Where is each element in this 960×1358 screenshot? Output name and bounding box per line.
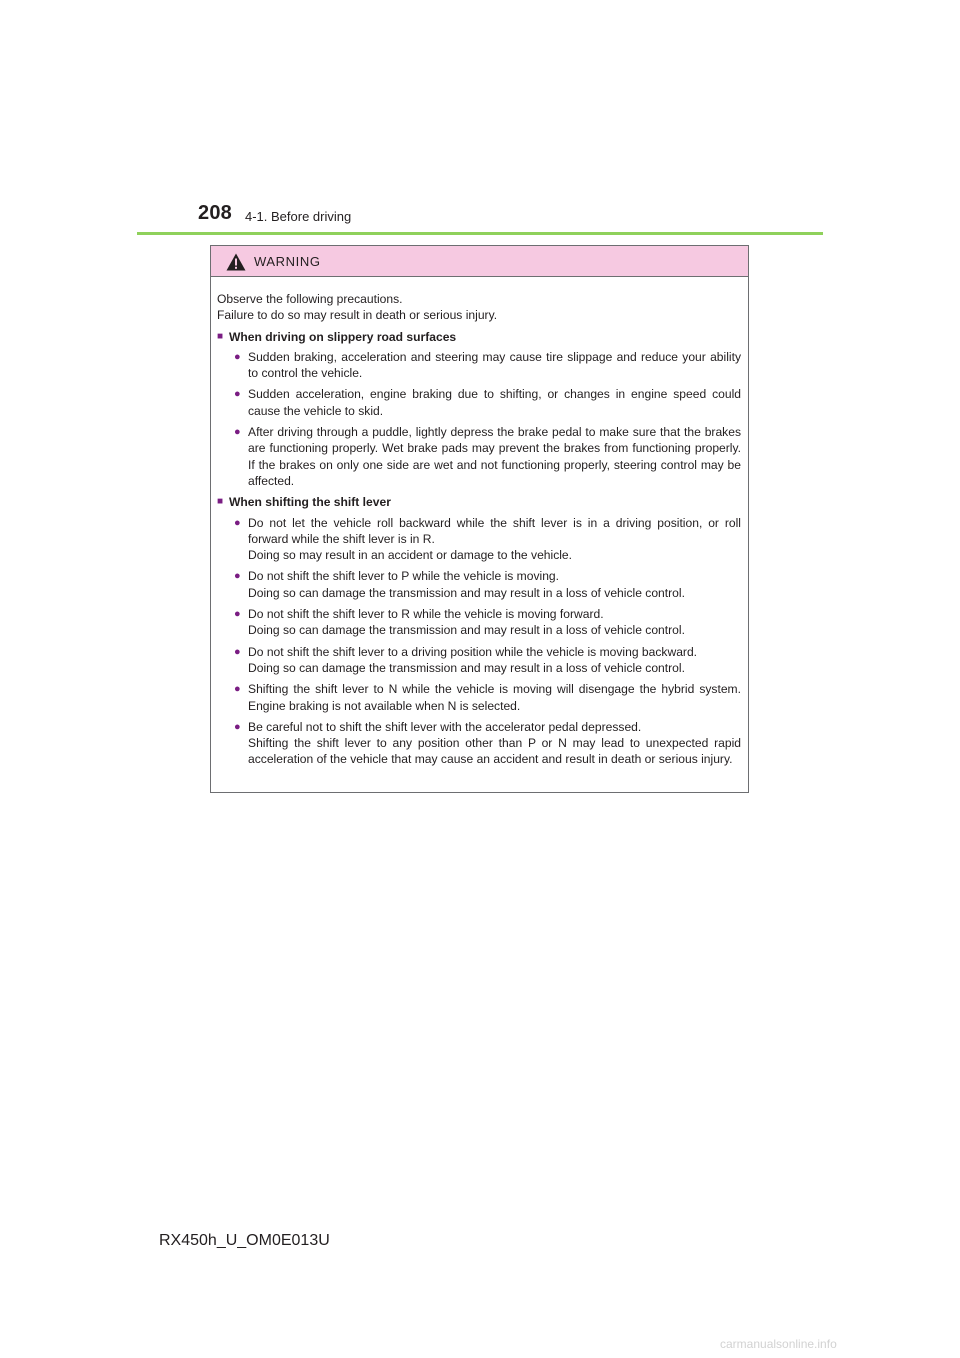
square-bullet-icon: ■ bbox=[217, 330, 224, 342]
square-bullet-icon: ■ bbox=[217, 496, 224, 508]
circle-bullet-icon: ● bbox=[234, 388, 241, 401]
warning-label: WARNING bbox=[254, 254, 321, 269]
list-item-text: Sudden braking, acceleration and steering may cause tire slippage and reduce your ability to control the vehicle. bbox=[248, 349, 741, 381]
intro-line: Observe the following precautions. bbox=[217, 292, 403, 306]
intro-line: Failure to do so may result in death or serious injury. bbox=[217, 308, 498, 323]
list-item bbox=[234, 644, 741, 677]
warning-content bbox=[211, 277, 748, 768]
list-item bbox=[234, 349, 741, 382]
list-item-text: Do not let the vehicle roll backward while the shift lever is in a driving position, or roll forward while the shift lever is in R. Doing so may result in an accident or damage to the vehicle. bbox=[248, 515, 741, 563]
circle-bullet-icon: ● bbox=[234, 720, 241, 733]
section-heading-text: When shifting the shift lever bbox=[229, 495, 391, 510]
page-header bbox=[198, 202, 828, 232]
circle-bullet-icon: ● bbox=[234, 426, 241, 439]
list-item-text: Shifting the shift lever to N while the vehicle is moving will disengage the hybrid system. Engine braking is not available when N is selected. bbox=[248, 682, 741, 713]
header-divider bbox=[137, 232, 823, 235]
list-item-text: Do not shift the shift lever to P while the vehicle is moving. Doing so can damage the transmission and may result in a loss of vehicle control. bbox=[248, 569, 685, 600]
section-title: 4-1. Before driving bbox=[245, 209, 352, 224]
warning-header bbox=[211, 246, 748, 277]
circle-bullet-icon: ● bbox=[234, 683, 241, 696]
site-watermark: carmanualsonline.info bbox=[720, 1337, 837, 1351]
circle-bullet-icon: ● bbox=[234, 608, 241, 621]
list-item-text: After driving through a puddle, lightly depress the brake pedal to make sure that the brakes are functioning properly. Wet brake pads may prevent the brakes from functioning properly. If the brakes on only one side are wet and not functioning properly, steering control may be affected. bbox=[248, 425, 741, 488]
circle-bullet-icon: ● bbox=[234, 570, 241, 583]
section-heading bbox=[217, 329, 741, 345]
circle-bullet-icon: ● bbox=[234, 516, 241, 529]
warning-box bbox=[210, 245, 749, 793]
list-item bbox=[234, 424, 741, 489]
circle-bullet-icon: ● bbox=[234, 350, 241, 363]
list-item-text: Sudden acceleration, engine braking due to shifting, or changes in engine speed could cause the vehicle to skid. bbox=[248, 387, 741, 418]
list-item-text: Do not shift the shift lever to a driving position while the vehicle is moving backward. Doing so can damage the transmission and may result in a loss of vehicle control. bbox=[248, 644, 698, 675]
list-item bbox=[234, 681, 741, 714]
section-heading-text: When driving on slippery road surfaces bbox=[229, 329, 457, 344]
list-item bbox=[234, 515, 741, 564]
page-number: 208 bbox=[198, 202, 232, 224]
list-item bbox=[234, 719, 741, 768]
warning-triangle-icon bbox=[226, 253, 246, 271]
list-item-text: Be careful not to shift the shift lever with the accelerator pedal depressed. Shifting the shift lever to any position other than P or N may lead to unexpected rapid acceleration of the vehicle that may cause an accident and result in death or serious injury. bbox=[248, 719, 741, 767]
list-item bbox=[234, 386, 741, 419]
section-heading bbox=[217, 494, 741, 510]
circle-bullet-icon: ● bbox=[234, 645, 241, 658]
list-item bbox=[234, 568, 741, 601]
list-item-text: Do not shift the shift lever to R while the vehicle is moving forward. Doing so can damage the transmission and may result in a loss of vehicle control. bbox=[248, 607, 685, 638]
manual-code: RX450h_U_OM0E013U bbox=[159, 1232, 330, 1249]
list-item bbox=[234, 606, 741, 639]
